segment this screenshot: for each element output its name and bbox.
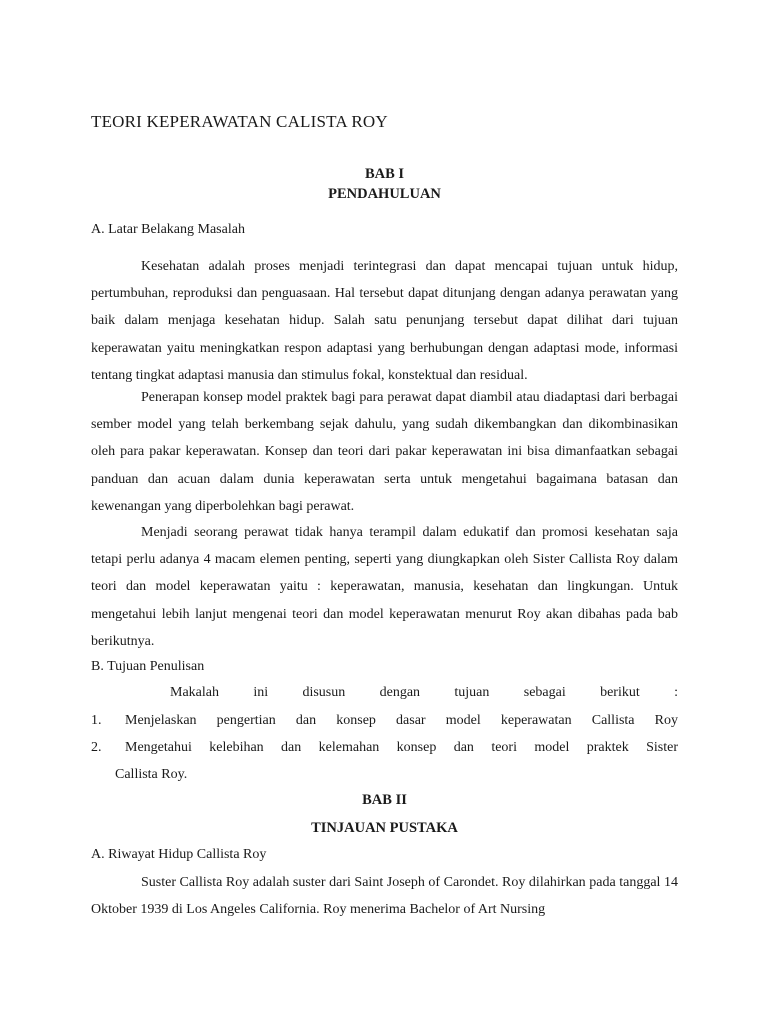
list-item-continuation xyxy=(115,761,678,788)
list-item xyxy=(91,707,678,734)
list-text: Callista Roy. xyxy=(115,767,188,782)
list-text: Menjelaskan pengertian dan konsep dasar model keperawatan Callista Roy xyxy=(125,713,678,728)
document-title: TEORI KEPERAWATAN CALISTA ROY xyxy=(91,112,388,131)
paragraph-kesehatan: Kesehatan adalah proses menjadi terintegrasi dan dapat mencapai tujuan untuk hidup, pertumbuhan, reproduksi dan penguasaan. Hal tersebut dapat ditunjang dengan adanya perawatan yang baik dalam menjaga kesehatan hidup. Salah satu penunjang tersebut dapat dilihat dari tujuan keperawatan yaitu meningkatkan respon adaptasi yang berhubungan dengan adaptasi mode, informasi tentang tingkat adaptasi manusia dan stimulus fokal, konstektual dan residual. xyxy=(91,259,678,383)
section-b-heading: B. Tujuan Penulisan xyxy=(91,659,205,674)
chapter-1-subtitle: PENDAHULUAN xyxy=(328,186,441,202)
list-number: 2. xyxy=(91,740,102,755)
paragraph-penerapan: Penerapan konsep model praktek bagi para perawat dapat diambil atau diadaptasi dari berbagai sember model yang telah berkembang sejak dahulu, yang sudah dikembangkan dan dikombinasikan oleh para pakar keperawatan. Konsep dan teori dari pakar keperawatan ini bisa dimanfaatkan sebagai panduan dan acuan dalam dunia keperawatan serta untuk mengetahui bagaimana batasan dan kewenangan yang diperbolehkan bagi perawat. xyxy=(91,390,678,514)
list-item xyxy=(91,734,678,761)
paragraph-riwayat: Suster Callista Roy adalah suster dari Saint Joseph of Carondet. Roy dilahirkan pada tanggal 14 Oktober 1939 di Los Angeles California. Roy menerima Bachelor of Art Nursing xyxy=(91,875,678,918)
chapter-1-title: BAB I xyxy=(364,166,405,182)
chapter-2-subtitle: TINJAUAN PUSTAKA xyxy=(311,820,458,836)
list-text: Mengetahui kelebihan dan kelemahan konsep dan teori model praktek Sister xyxy=(125,740,678,755)
section-a2-heading: A. Riwayat Hidup Callista Roy xyxy=(91,847,267,862)
chapter-2-title: BAB II xyxy=(362,792,407,808)
list-number: 1. xyxy=(91,713,102,728)
section-a-heading: A. Latar Belakang Masalah xyxy=(91,222,245,237)
tujuan-intro: Makalah ini disusun dengan tujuan sebagai berikut : xyxy=(170,685,678,700)
paragraph-menjadi: Menjadi seorang perawat tidak hanya terampil dalam edukatif dan promosi kesehatan saja tetapi perlu adanya 4 macam elemen penting, seperti yang diungkapkan oleh Sister Callista Roy dalam teori dan model keperawatan yaitu : keperawatan, manusia, kesehatan dan lingkungan. Untuk mengetahui lebih lanjut mengenai teori dan model keperawatan menurut Roy akan dibahas pada bab berikutnya. xyxy=(91,525,678,649)
